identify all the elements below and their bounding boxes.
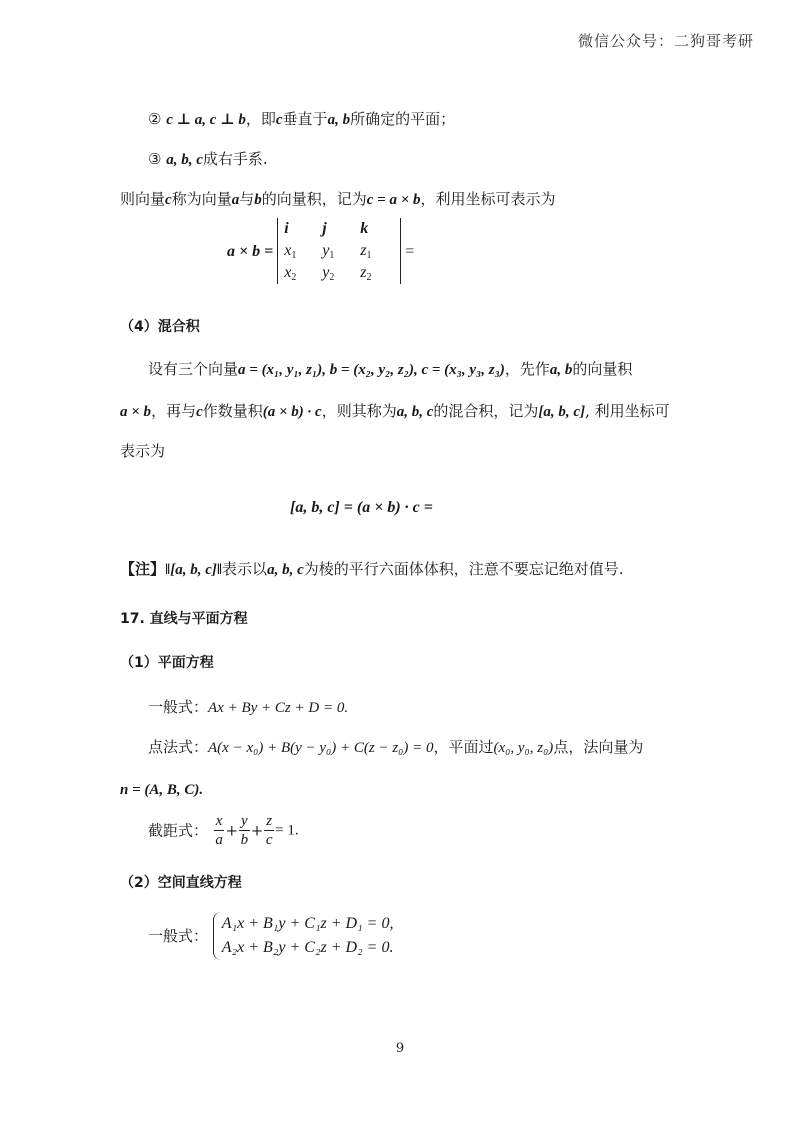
cross-determinant [226, 218, 415, 284]
text: 垂直于 [282, 110, 328, 128]
text: 的向量积 [572, 360, 633, 378]
normal-vector-line [120, 778, 203, 801]
section-17-heading: 17. 直线与平面方程 [120, 611, 248, 627]
text: 则向量 [120, 190, 166, 208]
vec-a: a [231, 192, 240, 208]
det-y1: $y_1$ [322, 241, 335, 261]
text: ，即 [245, 110, 276, 128]
dot-expr: (a × b) · c [262, 404, 322, 420]
det-x2: $x_2$ [284, 263, 297, 283]
mixed-heading: （4）混合积 [120, 319, 200, 335]
text: ，先作 [504, 360, 550, 378]
line-general [148, 912, 393, 960]
cross-formula: c = a × b [366, 192, 421, 208]
circled-2: ② [148, 110, 162, 128]
text: 点，法向量为 [553, 738, 644, 756]
det-z2: $z_2$ [360, 263, 372, 283]
label: 截距式： [148, 821, 209, 840]
det-x1: $x_1$ [284, 241, 297, 261]
equation-system [213, 912, 394, 960]
text: 为棱的平行六面体体积，注意不要忘记绝对值号. [303, 560, 624, 578]
det-lhs: a × b = [227, 243, 274, 260]
note-line [120, 558, 624, 581]
mixed-bracket: [a, b, c] [538, 404, 586, 420]
line-heading: （2）空间直线方程 [120, 875, 242, 891]
vec-axb: a × b [120, 404, 152, 420]
det-j: j [322, 220, 327, 237]
text: 的混合积，记为 [433, 402, 539, 420]
abs-bracket: ‖[a, b, c]‖ [165, 562, 223, 578]
circled-3: ③ [148, 150, 162, 168]
det-k: k [360, 220, 369, 237]
text: 的向量积，记为 [261, 190, 367, 208]
mixed-formula [290, 496, 433, 519]
watermark-text: 微信公众号：二狗哥考研 [577, 32, 754, 50]
plane-heading: （1）平面方程 [120, 655, 214, 671]
text: 所确定的平面； [350, 110, 456, 128]
point-coords: (x₀, y₀, z₀) [493, 740, 554, 756]
mixed-para-3: 表示为 [120, 442, 166, 460]
det-y2: $y_2$ [322, 263, 335, 283]
cross-definition [120, 188, 556, 211]
text: 作数量积 [202, 402, 263, 420]
mixed-formula-expr: [a, b, c] = (a × b) · c = [290, 499, 433, 516]
plus: + [250, 821, 264, 840]
plane-intercept [148, 812, 299, 849]
text: ，利用坐标可表示为 [420, 190, 556, 208]
cross-item-2 [148, 108, 455, 131]
line-eq-2: A₂x + B₂y + C₂z + D₂ = 0. [221, 939, 394, 956]
mixed-para-2 [120, 400, 670, 423]
vec-definitions: a = (x₁, y₁, z₁), b = (x₂, y₂, z₂), c = (x₃, y₃, z₃) [238, 362, 505, 378]
label: 一般式： [148, 927, 209, 945]
text: ，平面过 [433, 738, 494, 756]
plane-general [148, 696, 348, 719]
vec-ab: a, b [327, 112, 351, 128]
point-eq: A(x − x₀) + B(y − y₀) + C(z − z₀) = 0 [208, 740, 434, 756]
text: ，再与 [151, 402, 197, 420]
vec-abc: a, b, c [267, 562, 304, 578]
line-eq-1: A₁x + B₁y + C₁z + D₁ = 0, [221, 915, 394, 932]
text: , 利用坐标可 [585, 402, 670, 420]
plane-point-normal [148, 736, 643, 759]
vec-abc: a, b, c [396, 404, 434, 420]
text: 成右手系. [202, 150, 268, 168]
vec-abc: a, b, c [166, 152, 203, 168]
text: 表示以 [222, 560, 268, 578]
label: 点法式： [148, 738, 209, 756]
note-label: 【注】 [120, 560, 166, 578]
vec-c: c [196, 404, 203, 420]
vec-c: c [275, 112, 283, 128]
cross-item-3 [148, 148, 268, 171]
normal-eq: n = (A, B, C). [120, 782, 204, 798]
text: 与 [239, 190, 255, 208]
vec-b: b [254, 192, 262, 208]
frac-y-b: $\frac{y}{b}$ [240, 813, 249, 848]
vec-c: c [165, 192, 172, 208]
vec-ab: a, b [549, 362, 573, 378]
perp-condition: c ⊥ a, c ⊥ b [166, 112, 246, 128]
det-z1: $z_1$ [360, 241, 372, 261]
det-rhs: = [405, 243, 415, 260]
text: 设有三个向量 [148, 360, 239, 378]
plus: + [225, 821, 239, 840]
intercept-rhs: = 1. [275, 822, 299, 839]
label: 一般式： [148, 698, 209, 716]
frac-z-c: $\frac{z}{c}$ [265, 813, 273, 848]
mixed-para-1 [148, 358, 632, 381]
general-eq: Ax + By + Cz + D = 0. [208, 700, 349, 716]
text: 称为向量 [171, 190, 232, 208]
frac-x-a: $\frac{x}{a}$ [215, 813, 223, 848]
det-i: i [284, 220, 289, 237]
page-number: 9 [395, 1041, 405, 1056]
text: ，则其称为 [321, 402, 397, 420]
